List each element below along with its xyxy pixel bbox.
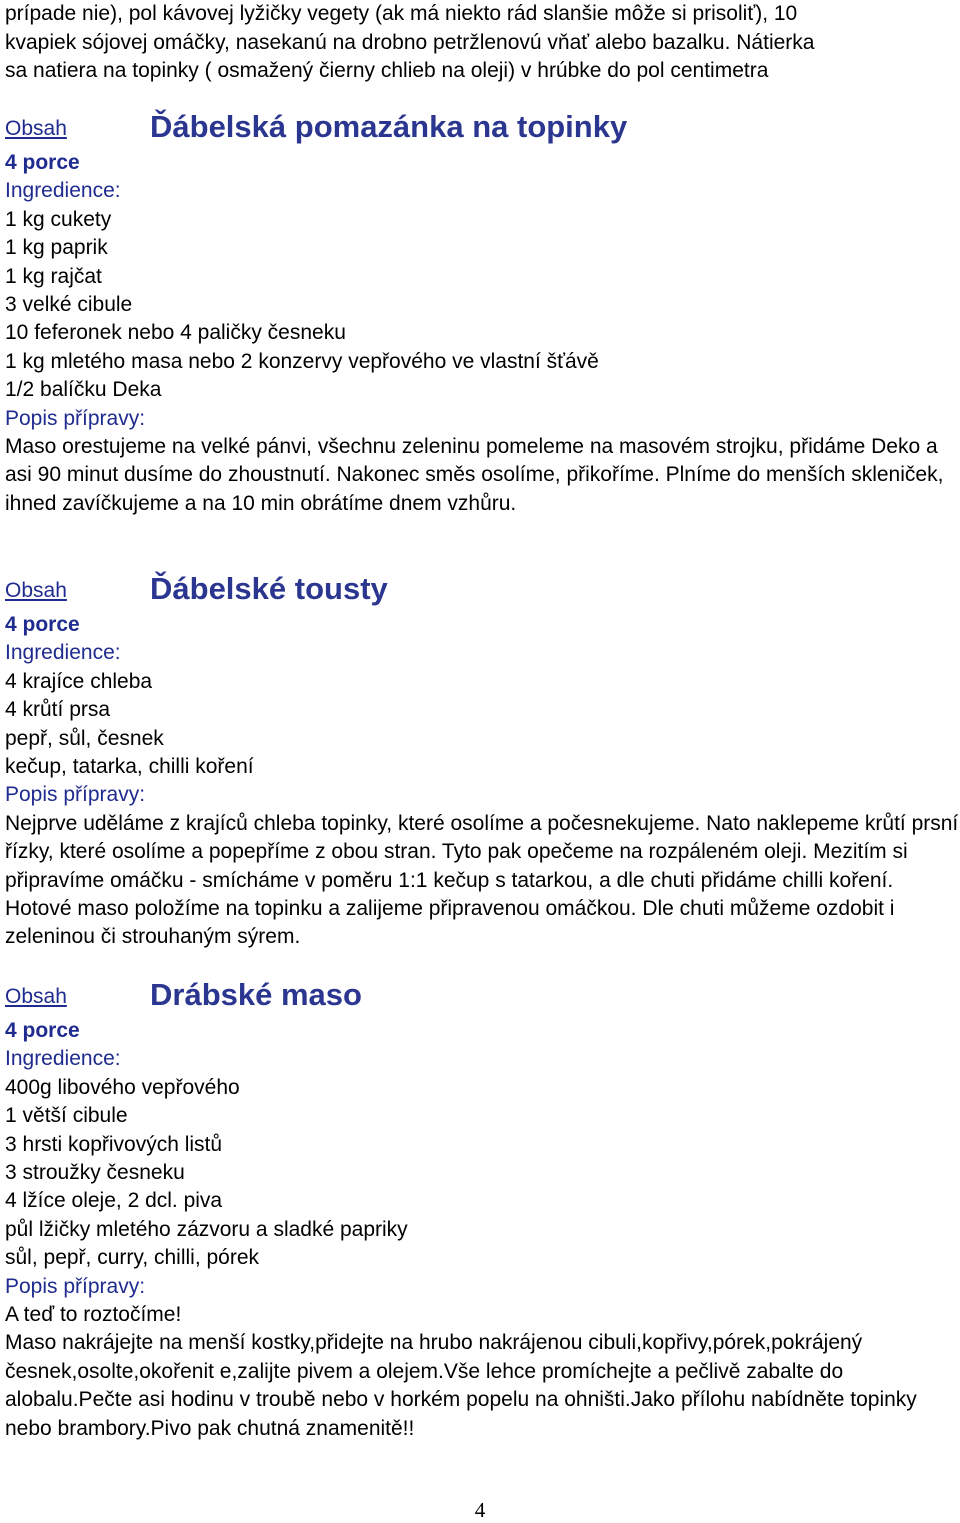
ingredient-item: sůl, pepř, curry, chilli, pórek xyxy=(5,1246,260,1270)
ingredients-list xyxy=(5,668,960,782)
ingredient-item: 1 kg cukety xyxy=(5,207,112,231)
ingredient-item: 3 stroužky česneku xyxy=(5,1161,185,1185)
ingredient-item: 3 hrsti kopřivových listů xyxy=(5,1132,223,1156)
intro-paragraph xyxy=(5,0,955,86)
intro-line: kvapiek sójovej omáčky, nasekanú na drobno petržlenovú vňať alebo bazalku. Nátierka xyxy=(5,30,815,54)
recipe-header xyxy=(5,109,960,149)
recipe-title: Drábské maso xyxy=(150,977,362,1012)
ingredient-item: 3 velké cibule xyxy=(5,293,133,317)
recipe-dabelske-tousty xyxy=(5,571,960,952)
ingredient-item: 1 větší cibule xyxy=(5,1104,128,1128)
obsah-link[interactable]: Obsah xyxy=(5,579,67,602)
intro-line: prípade nie), pol kávovej lyžičky vegety (ak má niekto rád slanšie môže si prisoliť), 10 xyxy=(5,2,798,25)
ingredients-label: Ingredience: xyxy=(5,1047,121,1071)
page-number: 4 xyxy=(474,1498,486,1522)
ingredient-item: 10 feferonek nebo 4 paličky česneku xyxy=(5,321,346,345)
portions: 4 porce xyxy=(5,613,80,636)
ingredients-list xyxy=(5,206,960,405)
method-paragraph: Maso orestujeme na velké pánvi, všechnu zeleninu pomeleme na masovém strojku, přidáme Deko a asi 90 minut dusíme do zhoustnutí. Nakonec směs osolíme, přikoříme. Plníme do menších skleniček, ihned zavíčkujeme a na 10 min obrátíme dnem vzhůru. xyxy=(5,435,944,515)
portions: 4 porce xyxy=(5,1019,80,1042)
method-label: Popis přípravy: xyxy=(5,1274,146,1298)
recipe-title: Ďábelská pomazánka na topinky xyxy=(150,109,628,144)
method-paragraph: Maso nakrájejte na menší kostky,přidejte na hrubo nakrájenou cibuli,kopřivy,pórek,pokrájený česnek,osolte,okořenit e,zalijte pivem a olejem.Vše lehce promíchejte a pečlivě zabalte do alobalu.Pečte asi hodinu v troubě nebo v horkém popelu na ohništi.Jako přílohu nabídněte topinky nebo brambory.Pivo pak chutná znamenitě!! xyxy=(5,1331,917,1440)
ingredient-item: půl lžičky mletého zázvoru a sladké papriky xyxy=(5,1217,408,1241)
recipe-header xyxy=(5,571,960,611)
recipe-title: Ďábelské tousty xyxy=(150,571,388,606)
recipe-drabske-maso xyxy=(5,977,960,1443)
ingredient-item: 1 kg paprik xyxy=(5,236,108,260)
ingredient-item: kečup, tatarka, chilli koření xyxy=(5,755,254,779)
ingredient-item: 4 krůtí prsa xyxy=(5,698,111,722)
ingredient-item: 4 lžíce oleje, 2 dcl. piva xyxy=(5,1189,223,1213)
ingredients-label: Ingredience: xyxy=(5,641,121,665)
ingredient-item: 1 kg mletého masa nebo 2 konzervy vepřového ve vlastní šťávě xyxy=(5,349,599,373)
ingredient-item: pepř, sůl, česnek xyxy=(5,726,164,750)
ingredient-item: 1/2 balíčku Deka xyxy=(5,378,162,402)
ingredient-item: 4 krajíce chleba xyxy=(5,669,153,693)
method-label: Popis přípravy: xyxy=(5,783,146,807)
method-paragraph: A teď to roztočíme! xyxy=(5,1303,182,1327)
ingredients-list xyxy=(5,1074,960,1273)
recipe-dabelska-pomazanka xyxy=(5,109,960,518)
method-paragraph: Nejprve uděláme z krajíců chleba topinky, které osolíme a počesnekujeme. Nato naklepeme krůtí prsní řízky, které osolíme a popepříme z obou stran. Tyto pak opečeme na rozpáleném oleji. Mezitím si připravíme omáčku - smícháme v poměru 1:1 kečup s tatarkou, a dle chuti přidáme chilli koření. Hotové maso položíme na topinku a zalijeme připravenou omáčkou. Dle chuti můžeme ozdobit i zeleninou či strouhaným sýrem. xyxy=(5,811,959,949)
obsah-link[interactable]: Obsah xyxy=(5,985,67,1008)
ingredient-item: 1 kg rajčat xyxy=(5,264,102,288)
method-label: Popis přípravy: xyxy=(5,406,146,430)
ingredient-item: 400g libového vepřového xyxy=(5,1075,240,1099)
obsah-link[interactable]: Obsah xyxy=(5,117,67,140)
intro-line: sa natiera na topinky ( osmažený čierny chlieb na oleji) v hrúbke do pol centimetra xyxy=(5,59,769,82)
recipe-header xyxy=(5,977,960,1017)
ingredients-label: Ingredience: xyxy=(5,179,121,203)
portions: 4 porce xyxy=(5,151,80,174)
